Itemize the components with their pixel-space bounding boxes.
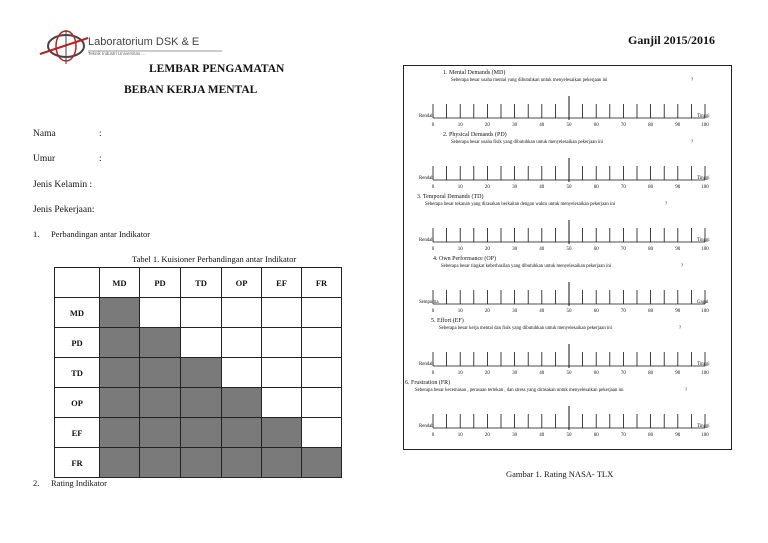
field-umur-colon: : bbox=[99, 154, 102, 164]
tick-label: 20 bbox=[484, 433, 490, 438]
tick-label: 0 bbox=[431, 247, 435, 252]
scale-low-label: Rendah bbox=[419, 176, 434, 181]
table-row-header: FR bbox=[55, 448, 100, 478]
tick-label: 90 bbox=[675, 433, 681, 438]
tick-label: 80 bbox=[648, 247, 654, 252]
scale-high-label: Tinggi bbox=[697, 176, 710, 181]
tick-label: 50 bbox=[566, 433, 572, 438]
tick-label: 80 bbox=[648, 185, 654, 190]
tick-label: 30 bbox=[512, 433, 518, 438]
scale-high-label: Tinggi bbox=[697, 238, 710, 243]
tick-label: 90 bbox=[675, 371, 681, 376]
question-mark-icon: ? bbox=[681, 264, 684, 269]
scale-title: 2. Physical Demands (PD) bbox=[443, 132, 507, 138]
table-row-header: OP bbox=[55, 388, 100, 418]
tick-label: 0 bbox=[431, 433, 435, 438]
scale-title: 3. Temporal Demands (TD) bbox=[417, 194, 484, 200]
section-rating bbox=[33, 478, 107, 488]
tick-label: 60 bbox=[593, 309, 599, 314]
scale-title: 4. Own Performance (OP) bbox=[433, 256, 496, 262]
table-cell-shaded bbox=[222, 388, 262, 418]
tick-label: 40 bbox=[539, 185, 545, 190]
tick-label: 70 bbox=[620, 309, 626, 314]
section-number: 2. bbox=[33, 478, 40, 488]
tick-label: 10 bbox=[457, 433, 463, 438]
tick-label: 0 bbox=[431, 309, 435, 314]
document-subtitle: BEBAN KERJA MENTAL bbox=[124, 84, 258, 96]
table-cell-input[interactable] bbox=[262, 328, 302, 358]
tick-label: 30 bbox=[512, 309, 518, 314]
lab-logo bbox=[36, 28, 226, 68]
tick-label: 50 bbox=[566, 371, 572, 376]
tick-label: 90 bbox=[675, 185, 681, 190]
table-cell-input[interactable] bbox=[181, 298, 222, 328]
rating-scales bbox=[403, 65, 732, 450]
tick-label: 20 bbox=[484, 247, 490, 252]
scale-high-label: Tinggi bbox=[697, 114, 710, 119]
table-cell-input[interactable] bbox=[302, 358, 342, 388]
tick-label: 10 bbox=[457, 123, 463, 128]
table-cell-input[interactable] bbox=[222, 328, 262, 358]
table-cell-shaded bbox=[140, 388, 181, 418]
scale-title: 6. Frustration (FR) bbox=[405, 380, 451, 386]
tick-label: 20 bbox=[484, 185, 490, 190]
table-caption: Tabel 1. Kuisioner Perbandingan antar Indikator bbox=[132, 254, 297, 264]
table-column-header: EF bbox=[262, 268, 302, 298]
tick-label: 30 bbox=[512, 371, 518, 376]
scale-question: Seberapa besar kerja mental dan fisik yang dibutuhkan untuk menyelesaikan pekerjaan ini bbox=[439, 326, 613, 331]
lab-name: Laboratorium DSK & E bbox=[88, 36, 200, 48]
table-corner-cell bbox=[55, 268, 100, 298]
table-cell-input[interactable] bbox=[262, 388, 302, 418]
table-cell-input[interactable] bbox=[222, 298, 262, 328]
table-cell-input[interactable] bbox=[262, 358, 302, 388]
tick-label: 40 bbox=[539, 371, 545, 376]
scale-low-label: Sempurna bbox=[419, 300, 439, 305]
table-cell-input[interactable] bbox=[181, 328, 222, 358]
table-row-header: PD bbox=[55, 328, 100, 358]
question-mark-icon: ? bbox=[665, 202, 668, 207]
tick-label: 10 bbox=[457, 185, 463, 190]
tick-label: 50 bbox=[566, 123, 572, 128]
scale-question: Seberapa besar tingkat keberhasilan yang dibutuhkan untuk menyelesaikan pekerjaan ini bbox=[441, 264, 612, 269]
table-cell-shaded bbox=[222, 418, 262, 448]
tick-label: 100 bbox=[701, 371, 709, 376]
scale-low-label: Rendah bbox=[419, 114, 434, 119]
tick-label: 70 bbox=[620, 123, 626, 128]
tick-label: 100 bbox=[701, 433, 709, 438]
question-mark-icon: ? bbox=[685, 388, 688, 393]
table-row-header: TD bbox=[55, 358, 100, 388]
table-cell-shaded bbox=[100, 358, 140, 388]
scale-low-label: Rendah bbox=[419, 238, 434, 243]
tick-label: 100 bbox=[701, 309, 709, 314]
table-cell-input[interactable] bbox=[302, 328, 342, 358]
question-mark-icon: ? bbox=[679, 326, 682, 331]
comparison-table bbox=[54, 267, 342, 478]
table-cell-shaded bbox=[100, 448, 140, 478]
tick-label: 70 bbox=[620, 247, 626, 252]
tick-label: 90 bbox=[675, 309, 681, 314]
tick-label: 20 bbox=[484, 309, 490, 314]
table-row-header: MD bbox=[55, 298, 100, 328]
table-column-header: OP bbox=[222, 268, 262, 298]
scale-high-label: Tinggi bbox=[697, 424, 710, 429]
table-column-header: PD bbox=[140, 268, 181, 298]
table-cell-input[interactable] bbox=[140, 298, 181, 328]
semester-label: Ganjil 2015/2016 bbox=[628, 33, 716, 47]
table-row-header: EF bbox=[55, 418, 100, 448]
table-column-header: FR bbox=[302, 268, 342, 298]
tick-label: 40 bbox=[539, 433, 545, 438]
table-column-header: MD bbox=[100, 268, 140, 298]
table-row bbox=[55, 418, 342, 448]
table-row bbox=[55, 448, 342, 478]
scale-question: Seberapa besar tekanan yang dirasakan berkaitan dengan waktu untuk menyelesaikan pekerjaan ini bbox=[425, 202, 616, 207]
scale-high-label: Tinggi bbox=[697, 362, 710, 367]
tick-label: 70 bbox=[620, 185, 626, 190]
tick-label: 90 bbox=[675, 123, 681, 128]
question-mark-icon: ? bbox=[691, 78, 694, 83]
table-cell-shaded bbox=[100, 388, 140, 418]
tick-label: 10 bbox=[457, 309, 463, 314]
table-cell-shaded bbox=[140, 448, 181, 478]
table-cell-shaded bbox=[181, 388, 222, 418]
section-label: Perbandingan antar Indikator bbox=[51, 229, 151, 239]
scale-low-label: Rendah bbox=[419, 424, 434, 429]
tick-label: 100 bbox=[701, 185, 709, 190]
question-mark-icon: ? bbox=[691, 140, 694, 145]
document-title: LEMBAR PENGAMATAN bbox=[149, 63, 285, 75]
table-column-header: TD bbox=[181, 268, 222, 298]
table-cell-shaded bbox=[100, 418, 140, 448]
table-cell-shaded bbox=[140, 328, 181, 358]
table-cell-input[interactable] bbox=[262, 298, 302, 328]
tick-label: 60 bbox=[593, 433, 599, 438]
tick-label: 60 bbox=[593, 371, 599, 376]
scale-low-label: Rendah bbox=[419, 362, 434, 367]
table-cell-shaded bbox=[140, 418, 181, 448]
tick-label: 10 bbox=[457, 247, 463, 252]
table-cell-input[interactable] bbox=[302, 388, 342, 418]
figure-caption: Gambar 1. Rating NASA- TLX bbox=[506, 469, 614, 479]
tick-label: 80 bbox=[648, 123, 654, 128]
tick-label: 100 bbox=[701, 123, 709, 128]
tick-label: 20 bbox=[484, 123, 490, 128]
section-comparison bbox=[33, 229, 150, 239]
table-cell-shaded bbox=[140, 358, 181, 388]
scale-question: Seberapa besar usaha fisik yang dibutuhkan untuk menyelesaikan pekerjaan ini bbox=[451, 140, 603, 145]
tick-label: 40 bbox=[539, 309, 545, 314]
tick-label: 80 bbox=[648, 371, 654, 376]
tick-label: 0 bbox=[431, 371, 435, 376]
scale-high-label: Gagal bbox=[697, 300, 709, 305]
tick-label: 30 bbox=[512, 247, 518, 252]
tick-label: 40 bbox=[539, 247, 545, 252]
section-label: Rating Indikator bbox=[51, 478, 107, 488]
table-row bbox=[55, 358, 342, 388]
field-nama-colon: : bbox=[99, 129, 102, 139]
tick-label: 60 bbox=[593, 185, 599, 190]
table-row bbox=[55, 328, 342, 358]
table-header-row bbox=[55, 268, 342, 298]
tick-label: 30 bbox=[512, 123, 518, 128]
table-cell-shaded bbox=[302, 448, 342, 478]
scale-question: Seberapa besar kecemasan , perasaan tertekan , dan stress yang dirasakan untuk menyelesaikan pekerjaan ini bbox=[415, 388, 624, 393]
tick-label: 20 bbox=[484, 371, 490, 376]
tick-label: 90 bbox=[675, 247, 681, 252]
tick-label: 70 bbox=[620, 433, 626, 438]
table-cell-shaded bbox=[262, 418, 302, 448]
table-cell-shaded bbox=[181, 418, 222, 448]
tick-label: 0 bbox=[431, 123, 435, 128]
table-cell-shaded bbox=[181, 448, 222, 478]
tick-label: 60 bbox=[593, 247, 599, 252]
tick-label: 50 bbox=[566, 309, 572, 314]
table-cell-shaded bbox=[222, 448, 262, 478]
table-cell-input[interactable] bbox=[302, 418, 342, 448]
field-jenis-pekerjaan-label: Jenis Pekerjaan: bbox=[33, 205, 95, 215]
field-nama-label: Nama bbox=[33, 129, 56, 139]
tick-label: 50 bbox=[566, 247, 572, 252]
table-cell-shaded bbox=[262, 448, 302, 478]
table-row bbox=[55, 298, 342, 328]
table-cell-shaded bbox=[100, 328, 140, 358]
table-cell-input[interactable] bbox=[302, 298, 342, 328]
tick-label: 70 bbox=[620, 371, 626, 376]
scale-question: Seberapa besar usaha mental yang dibutuhkan untuk menyelesaikan pekerjaan ini bbox=[451, 78, 608, 83]
tick-label: 80 bbox=[648, 433, 654, 438]
field-jenis-kelamin-label: Jenis Kelamin : bbox=[33, 180, 93, 190]
tick-label: 0 bbox=[431, 185, 435, 190]
table-row bbox=[55, 388, 342, 418]
scale-title: 1. Mental Demands (MD) bbox=[443, 70, 506, 76]
lab-subtitle: Teknik Industri Universitas ... bbox=[88, 51, 146, 56]
table-cell-input[interactable] bbox=[222, 358, 262, 388]
tick-label: 80 bbox=[648, 309, 654, 314]
tick-label: 10 bbox=[457, 371, 463, 376]
tick-label: 40 bbox=[539, 123, 545, 128]
scale-title: 5. Effort (EF) bbox=[431, 318, 464, 324]
table-cell-shaded bbox=[181, 358, 222, 388]
table-cell-shaded bbox=[100, 298, 140, 328]
section-number: 1. bbox=[33, 229, 40, 239]
tick-label: 50 bbox=[566, 185, 572, 190]
field-umur-label: Umur bbox=[33, 154, 56, 164]
tick-label: 60 bbox=[593, 123, 599, 128]
tick-label: 100 bbox=[701, 247, 709, 252]
tick-label: 30 bbox=[512, 185, 518, 190]
